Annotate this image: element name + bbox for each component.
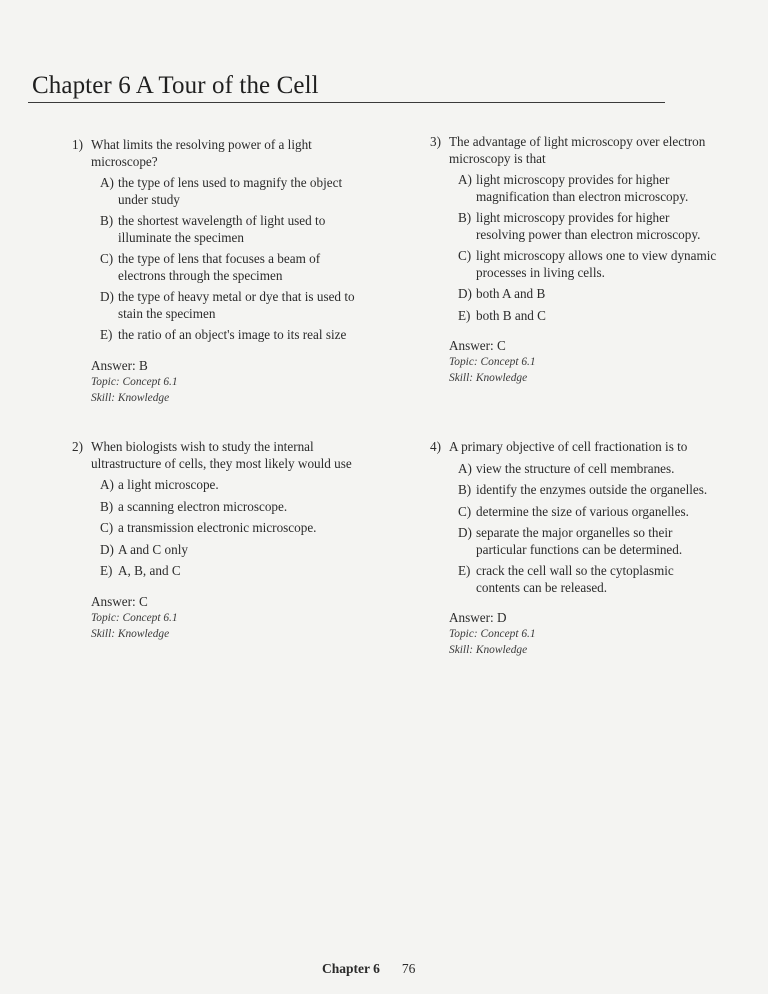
choice-d <box>72 542 362 559</box>
choice-b <box>72 499 362 516</box>
choice-text: a transmission electronic microscope. <box>118 520 317 535</box>
choice-letter: E) <box>100 327 113 342</box>
skill: Skill: Knowledge <box>91 627 170 640</box>
choice-letter: D) <box>458 286 472 301</box>
choice-text: A, B, and C <box>118 563 181 578</box>
choice-a <box>430 461 720 478</box>
choice-text: both B and C <box>476 307 546 323</box>
choice-letter: A) <box>100 175 114 190</box>
choice-text: crack the cell wall so the cytoplasmic contents can be released. <box>476 563 674 595</box>
topic: Topic: Concept 6.1 <box>91 375 178 388</box>
question-4 <box>430 439 720 658</box>
choice-c <box>430 504 720 521</box>
choice-text: the type of lens used to magnify the object under study <box>118 175 343 207</box>
page-number: 76 <box>401 961 416 976</box>
title-rule <box>28 102 665 103</box>
choice-text: A and C only <box>118 541 188 557</box>
choice-letter: E) <box>458 563 471 578</box>
choice-text: light microscopy allows one to view dynamic processes in living cells. <box>476 248 717 280</box>
choice-text: separate the major organelles so their particular functions can be determined. <box>476 525 683 557</box>
choice-text: the shortest wavelength of light used to illuminate the specimen <box>118 213 326 245</box>
answer: Answer: C <box>91 593 148 609</box>
choice-e <box>72 563 362 580</box>
question-number: 2) <box>72 439 83 454</box>
choice-letter: D) <box>100 289 114 304</box>
choice-letter: A) <box>458 172 472 187</box>
question-number: 4) <box>430 439 441 454</box>
choice-d <box>72 289 362 322</box>
page-footer <box>322 961 415 977</box>
skill: Skill: Knowledge <box>449 372 528 384</box>
answer: Answer: B <box>91 357 148 373</box>
choice-d <box>430 525 720 558</box>
chapter-title: Chapter 6 A Tour of the Cell <box>32 72 319 99</box>
skill: Skill: Knowledge <box>91 391 170 404</box>
choice-letter: D) <box>100 541 114 557</box>
choice-text: identify the enzymes outside the organelles. <box>476 482 708 497</box>
choice-text: the type of heavy metal or dye that is used to stain the specimen <box>118 289 355 321</box>
choice-text: light microscopy provides for higher magnification than electron microscopy. <box>476 172 689 204</box>
choice-letter: C) <box>458 503 472 519</box>
choice-b <box>72 213 362 246</box>
topic: Topic: Concept 6.1 <box>449 356 536 368</box>
question-text: The advantage of light microscopy over electron microscopy is that <box>449 134 706 166</box>
choice-letter: B) <box>458 210 472 225</box>
choice-letter: D) <box>458 525 472 540</box>
question-3 <box>430 134 720 386</box>
answer: Answer: C <box>449 338 506 353</box>
choice-letter: E) <box>100 563 113 578</box>
choice-e <box>430 563 720 596</box>
answer: Answer: D <box>449 610 507 625</box>
choice-text: the ratio of an object's image to its real size <box>118 327 347 342</box>
choice-letter: A) <box>100 477 114 492</box>
question-text: A primary objective of cell fractionation is to <box>449 439 688 454</box>
choice-letter: C) <box>458 248 472 263</box>
choice-text: view the structure of cell membranes. <box>476 460 675 476</box>
skill: Skill: Knowledge <box>449 644 528 656</box>
choice-text: both A and B <box>476 286 546 301</box>
choice-text: the type of lens that focuses a beam of electrons through the specimen <box>118 251 321 283</box>
question-2 <box>72 439 362 642</box>
choice-letter: B) <box>458 482 472 497</box>
choice-c <box>72 251 362 284</box>
choice-letter: C) <box>100 251 114 266</box>
footer-chapter: Chapter 6 <box>322 961 380 976</box>
choice-a <box>72 477 362 494</box>
choice-c <box>72 520 362 537</box>
topic: Topic: Concept 6.1 <box>449 628 536 640</box>
choice-letter: B) <box>100 498 114 514</box>
choice-text: a light microscope. <box>118 477 219 492</box>
question-text: What limits the resolving power of a light microscope? <box>91 137 312 169</box>
choice-text: light microscopy provides for higher resolving power than electron microscopy. <box>476 210 701 242</box>
choice-b <box>430 210 720 243</box>
choice-text: a scanning electron microscope. <box>118 498 288 514</box>
choice-letter: C) <box>100 520 114 535</box>
choice-e <box>430 308 720 325</box>
choice-c <box>430 248 720 281</box>
choice-text: determine the size of various organelles. <box>476 503 689 519</box>
choice-d <box>430 286 720 303</box>
question-number: 1) <box>72 137 83 152</box>
choice-e <box>72 327 362 344</box>
question-1 <box>72 137 362 406</box>
choice-b <box>430 482 720 499</box>
choice-a <box>430 172 720 205</box>
choice-letter: B) <box>100 213 114 228</box>
choice-a <box>72 175 362 208</box>
question-text: When biologists wish to study the internal ultrastructure of cells, they most likely would use <box>91 439 352 471</box>
question-number: 3) <box>430 134 441 149</box>
choice-letter: E) <box>458 307 471 323</box>
choice-letter: A) <box>458 460 472 476</box>
topic: Topic: Concept 6.1 <box>91 611 178 624</box>
